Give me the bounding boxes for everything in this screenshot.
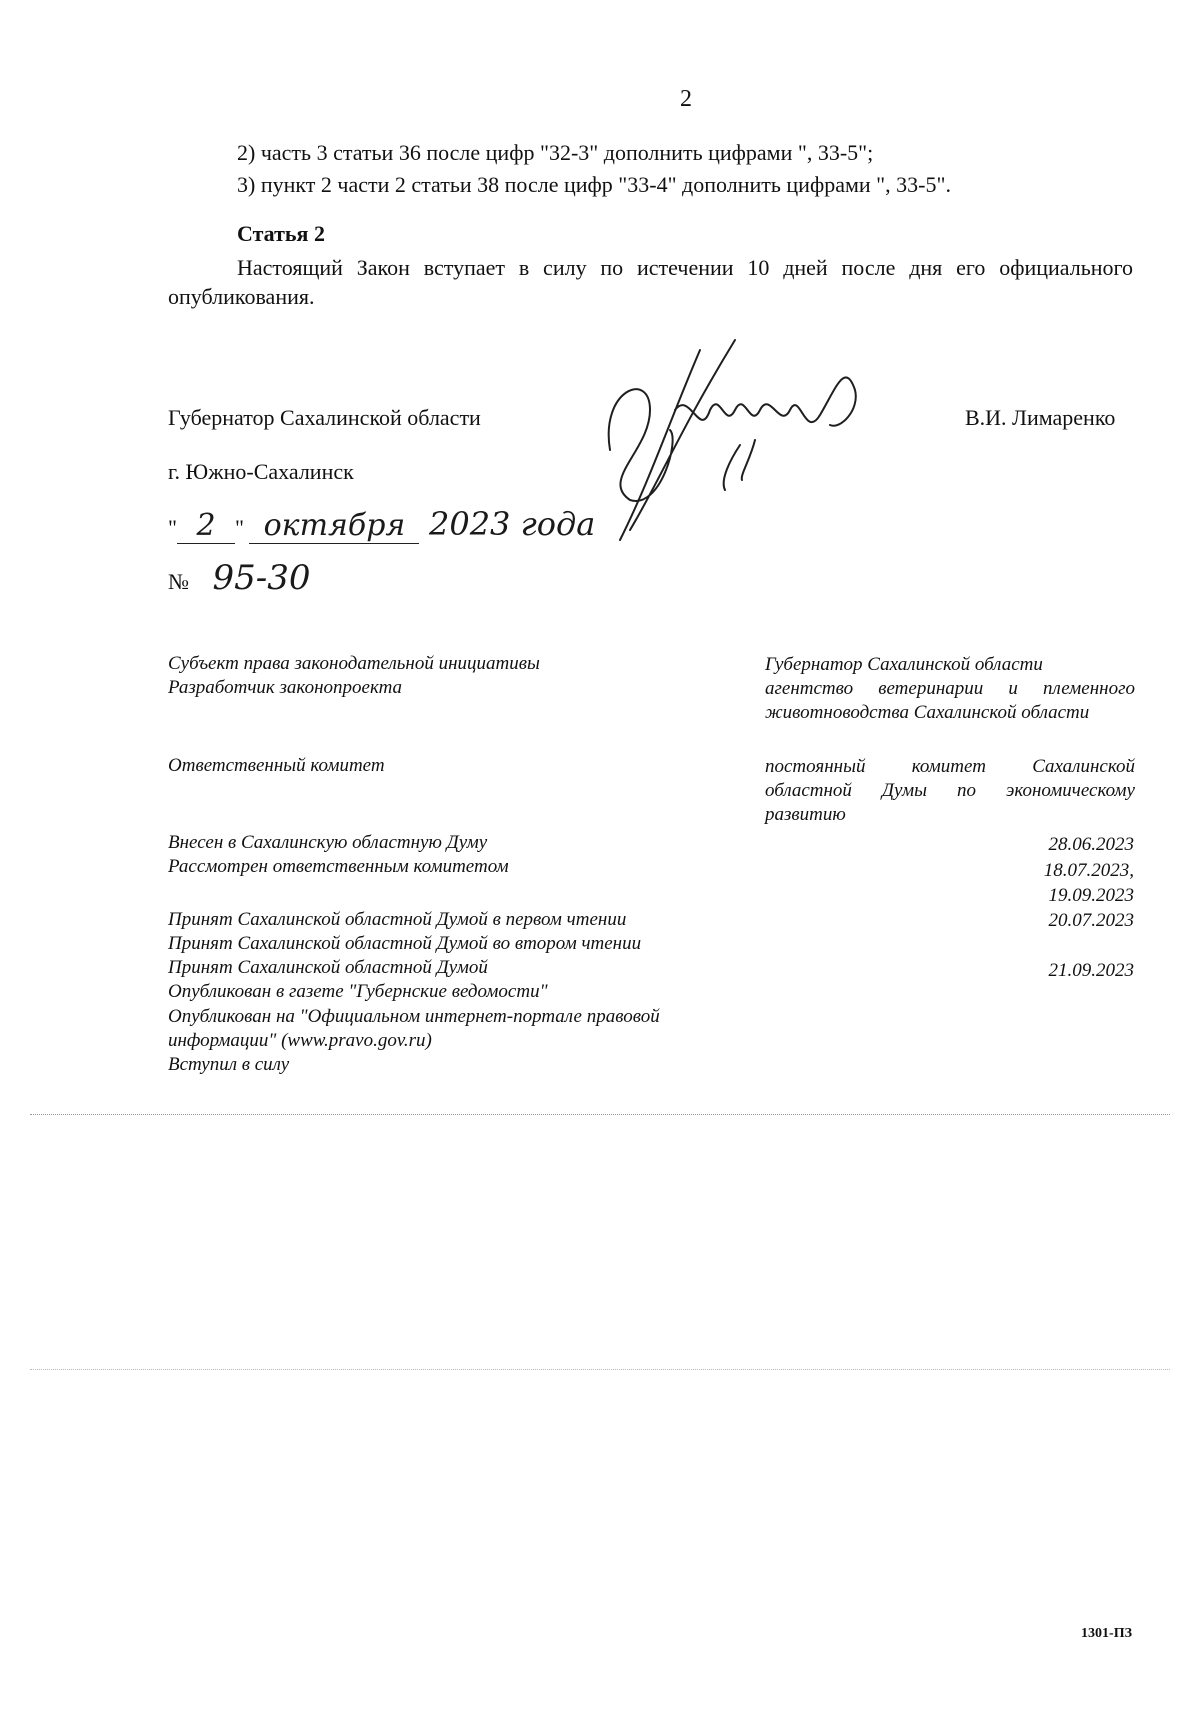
first-reading-date: 20.07.2023: [1048, 910, 1134, 931]
entered-force-label: Вступил в силу: [168, 1054, 290, 1075]
date-year: 2023 года: [428, 505, 596, 543]
law-number: № 95-30: [168, 558, 311, 598]
article-heading: Статья 2: [237, 221, 325, 246]
footer-code: 1301-ПЗ: [1081, 1626, 1132, 1641]
article-text: Настоящий Закон вступает в силу по истечении 10 дней после дня его официального опубликования.: [168, 255, 1133, 309]
signing-date: " 2 " октября 2023 года: [168, 505, 596, 543]
initiative-label: Субъект права законодательной инициативы: [168, 653, 540, 674]
developer-value: агентство ветеринарии и племенного животноводства Сахалинской области: [765, 678, 1135, 723]
signatory-title: Губернатор Сахалинской области: [168, 405, 481, 430]
handwritten-signature: [590, 330, 910, 560]
scan-divider-line: [30, 1114, 1170, 1115]
signing-city: г. Южно-Сахалинск: [168, 459, 354, 484]
reviewed-date-2: 19.09.2023: [1048, 885, 1134, 906]
initiative-value: Губернатор Сахалинской области: [765, 654, 1043, 675]
developer-label: Разработчик законопроекта: [168, 677, 403, 698]
date-day: 2: [177, 508, 235, 544]
adopted-label: Принят Сахалинской областной Думой: [168, 957, 488, 978]
committee-label: Ответственный комитет: [168, 755, 385, 776]
published-newspaper-label: Опубликован в газете "Губернские ведомости": [168, 981, 548, 1002]
reviewed-label: Рассмотрен ответственным комитетом: [168, 856, 509, 877]
second-reading-label: Принят Сахалинской областной Думой во втором чтении: [168, 933, 642, 954]
page-number: 2: [680, 86, 692, 112]
reviewed-date-1: 18.07.2023,: [1043, 860, 1134, 881]
published-portal-label-1: Опубликован на "Официальном интернет-портале правовой: [168, 1006, 660, 1027]
published-portal-label-2: информации" (www.pravo.gov.ru): [168, 1030, 432, 1051]
submitted-label: Внесен в Сахалинскую областную Думу: [168, 832, 488, 853]
adopted-date: 21.09.2023: [1048, 960, 1134, 981]
signatory-name: В.И. Лимаренко: [965, 405, 1116, 430]
first-reading-label: Принят Сахалинской областной Думой в первом чтении: [168, 909, 627, 930]
amendment-item-2: 2) часть 3 статьи 36 после цифр "32-3" дополнить цифрами ", 33-5";: [237, 140, 874, 165]
committee-value: постоянный комитет Сахалинской областной Думы по экономическому развитию: [765, 756, 1135, 825]
law-number-value: 95-30: [212, 558, 311, 598]
date-month: октября: [249, 508, 419, 544]
submitted-date: 28.06.2023: [1048, 834, 1134, 855]
amendment-item-3: 3) пункт 2 части 2 статьи 38 после цифр "33-4" дополнить цифрами ", 33-5".: [237, 172, 951, 197]
scan-divider-line: [30, 1369, 1170, 1370]
